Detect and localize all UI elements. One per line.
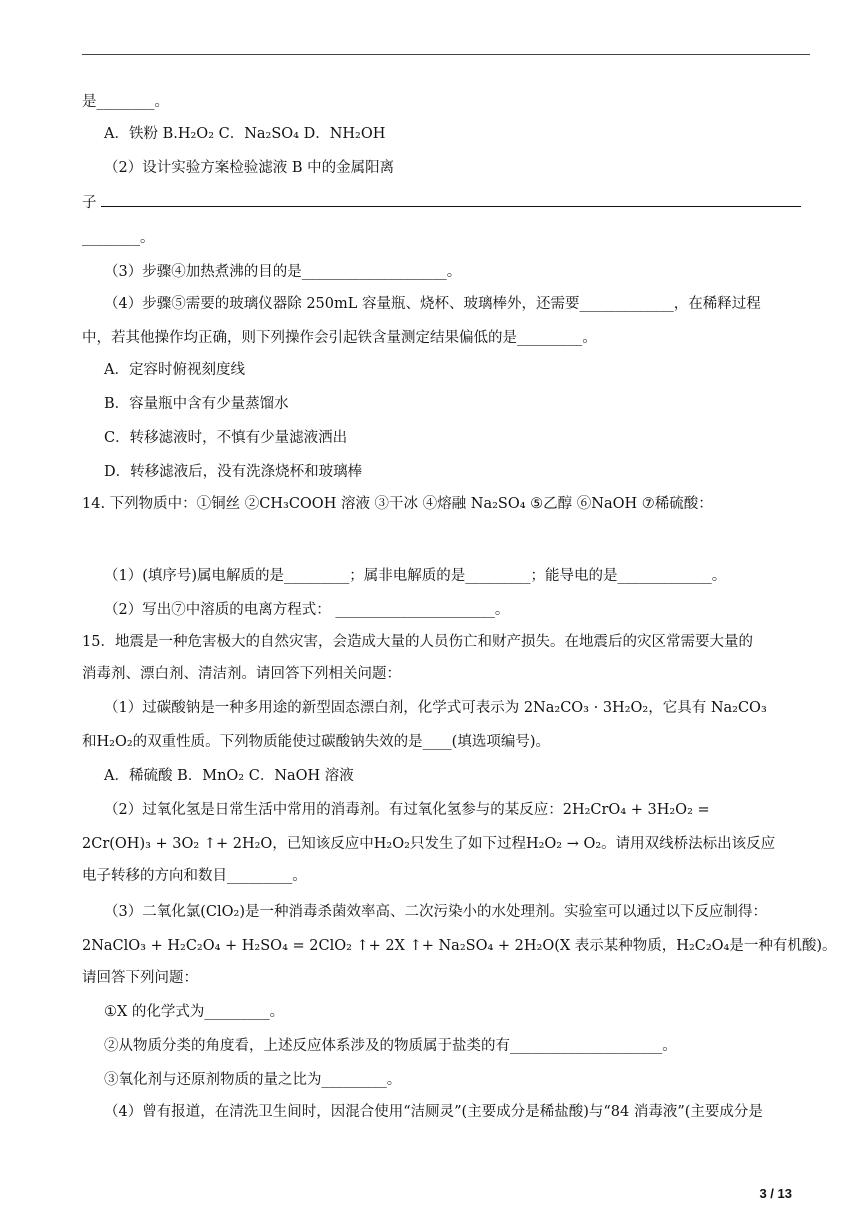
text-line: 是________。 bbox=[82, 94, 169, 110]
text-line: C．转移滤液时，不慎有少量滤液洒出 bbox=[104, 430, 348, 446]
text-line: （3）步骤④加热煮沸的目的是____________________。 bbox=[104, 264, 462, 280]
text-line: ②从物质分类的角度看，上述反应体系涉及的物质属于盐类的有_____________________。 bbox=[104, 1038, 677, 1054]
text-line: ________。 bbox=[82, 230, 155, 246]
text-line: （2）写出⑦中溶质的电离方程式： ______________________。 bbox=[104, 602, 510, 618]
text-line: 消毒剂、漂白剂、清洁剂。请回答下列相关问题： bbox=[82, 666, 401, 682]
text-line: 14. 下列物质中：①铜丝 ②CH₃COOH 溶液 ③干冰 ④熔融 Na₂SO₄ ⑤乙醇 ⑥NaOH ⑦稀硫酸： bbox=[82, 496, 713, 512]
text-line: A．铁粉 B.H₂O₂ C．Na₂SO₄ D．NH₂OH bbox=[104, 126, 386, 142]
text-line: （2）设计实验方案检验滤液 B 中的金属阳离 bbox=[104, 160, 395, 176]
text-line: 2NaClO₃ + H₂C₂O₄ + H₂SO₄ = 2ClO₂ ↑+ 2X ↑+ Na₂SO₄ + 2H₂O(X 表示某种物质，H₂C₂O₄是一种有机酸)。 bbox=[82, 938, 837, 954]
text-line: 子 bbox=[82, 192, 810, 213]
text-line: （4）步骤⑤需要的玻璃仪器除 250mL 容量瓶、烧杯、玻璃棒外，还需要_____________，在稀释过程 bbox=[104, 296, 761, 312]
text-line: （2）过氧化氢是日常生活中常用的消毒剂。有过氧化氢参与的某反应：2H₂CrO₄ + 3H₂O₂ = bbox=[104, 802, 710, 818]
text-line: 和H₂O₂的双重性质。下列物质能使过碳酸钠失效的是____(填选项编号)。 bbox=[82, 734, 550, 750]
text-line: 请回答下列问题： bbox=[82, 970, 198, 986]
header-rule bbox=[82, 54, 810, 55]
text-line: 电子转移的方向和数目_________。 bbox=[82, 868, 307, 884]
text-line: ③氧化剂与还原剂物质的量之比为_________。 bbox=[104, 1072, 402, 1088]
text-line: 中，若其他操作均正确，则下列操作会引起铁含量测定结果偏低的是_________。 bbox=[82, 330, 597, 346]
text-line: （1）(填序号)属电解质的是_________；属非电解质的是_________；能导电的是_____________。 bbox=[104, 568, 727, 584]
answer-blank bbox=[101, 192, 801, 207]
text-line: A．稀硫酸 B．MnO₂ C．NaOH 溶液 bbox=[104, 768, 354, 784]
text-line: 15．地震是一种危害极大的自然灾害，会造成大量的人员伤亡和财产损失。在地震后的灾区常需要大量的 bbox=[82, 634, 753, 650]
text-line: （3）二氧化氯(ClO₂)是一种消毒杀菌效率高、二次污染小的水处理剂。实验室可以通过以下反应制得： bbox=[104, 904, 767, 920]
text-line: （1）过碳酸钠是一种多用途的新型固态漂白剂，化学式可表示为 2Na₂CO₃ · 3H₂O₂，它具有 Na₂CO₃ bbox=[104, 700, 767, 716]
text-line: D．转移滤液后，没有洗涤烧杯和玻璃棒 bbox=[104, 464, 363, 480]
text-line: A．定容时俯视刻度线 bbox=[104, 362, 245, 378]
text-line: 2Cr(OH)₃ + 3O₂ ↑+ 2H₂O，已知该反应中H₂O₂只发生了如下过程H₂O₂ → O₂。请用双线桥法标出该反应 bbox=[82, 836, 776, 852]
text-line: B．容量瓶中含有少量蒸馏水 bbox=[104, 396, 289, 412]
text-line: ①X 的化学式为_________。 bbox=[104, 1004, 285, 1020]
page-number: 3 / 13 bbox=[759, 1186, 792, 1201]
text-line: （4）曾有报道，在清洗卫生间时，因混合使用“洁厕灵”(主要成分是稀盐酸)与“84 消毒液”(主要成分是 bbox=[104, 1104, 763, 1120]
